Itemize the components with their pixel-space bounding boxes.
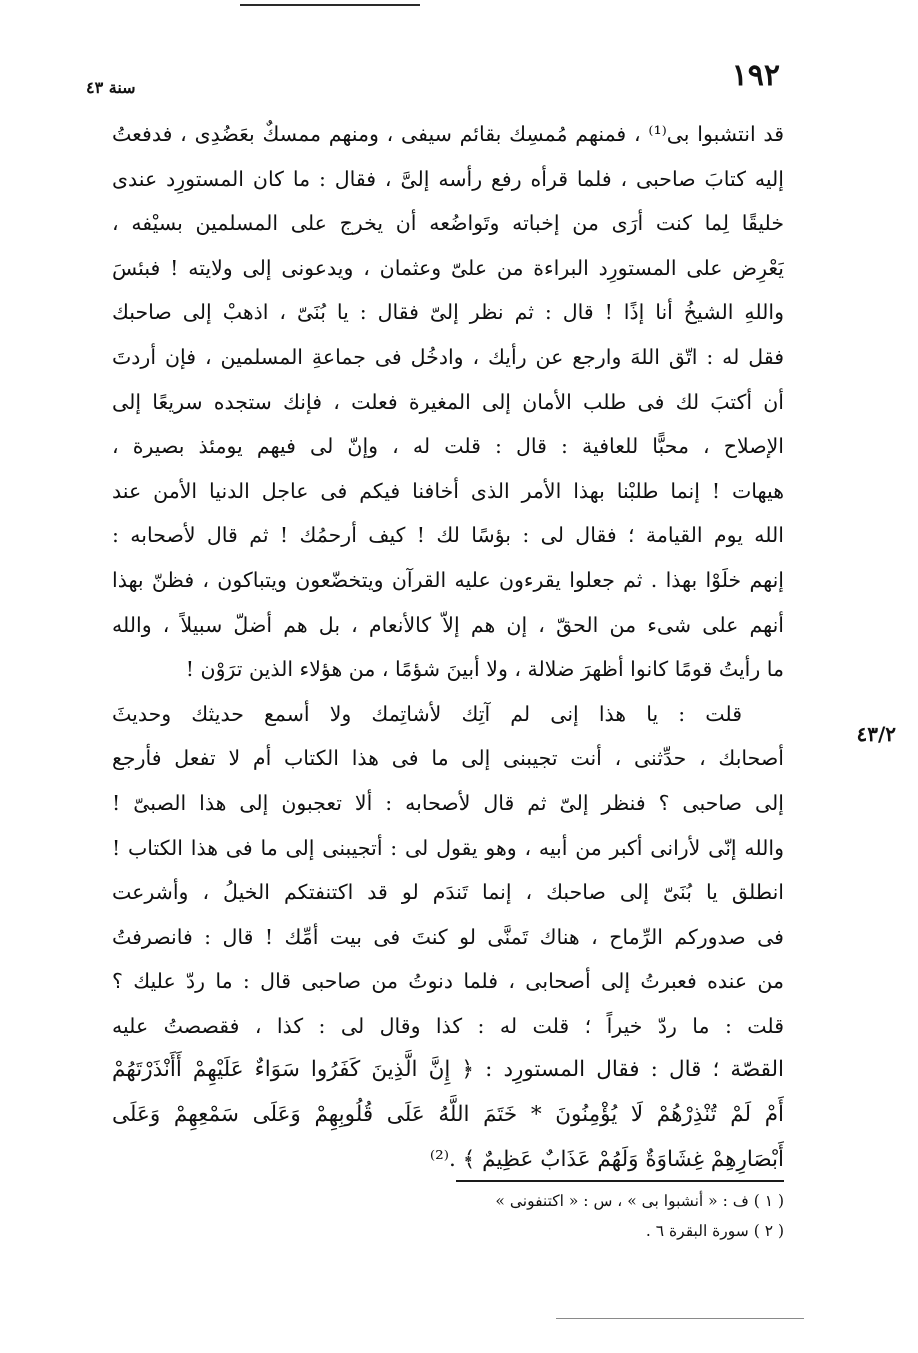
footnote: ( ٢ ) سورة البقرة ٦ . — [645, 1222, 784, 1240]
quran-verse-line: أَمْ لَمْ تُنْذِرْهُمْ لَا يُؤْمِنُونَ * خَتَمَ اللَّهُ عَلَى قُلُوبِهِمْ وَعَلَى سَمْعِهِمْ وَعَلَى — [112, 1102, 784, 1128]
text-line: قد انتشبوا بى⁽¹⁾ ، فمنهم مُمسِك بقائم سيفى ، ومنهم ممسكٌ بعَضُدِى ، فدفعتُ — [112, 122, 784, 146]
text-line: إنهم خلَوْا بهذا . ثم جعلوا يقرءون عليه القرآن ويتخضّعون ويتباكون ، فظنّ بهذا — [112, 567, 784, 592]
text-line: أصحابك ، حدِّثنى ، أنت تجيبنى إلى ما فى هذا الكتاب أم لا تفعل فأرجع — [112, 746, 784, 771]
text-line: إليه كتابَ صاحبى ، فلما قرأه رفع رأسه إلىَّ ، فقال : ما كان المستورِد عندى — [112, 166, 784, 191]
text-line: انطلق يا بُنَىّ إلى صاحبك ، إنما تَندَم لو قد اكتنفتكم الخيلُ ، وأشرعت — [112, 880, 784, 905]
footnote: ( ١ ) ف : « أنشبوا بى » ، س : « اكتنفونى » — [495, 1192, 784, 1210]
running-header-year: سنة ٤٣ — [86, 78, 136, 97]
page-number: ١٩٢ — [731, 58, 780, 93]
text-line: خليقًا لِما كنت أرَى من إخباته وتَواضُعه أن يخرج على المسلمين بسيْفه ، — [112, 211, 784, 236]
text-line: من عنده فعبرتُ إلى أصحابى ، فلما دنوتُ من صاحبى قال : ما ردّ عليك ؟ — [112, 969, 784, 994]
text-line: الله يوم القيامة ؛ فقال لى : بؤسًا لك ! كيف أرحمُك ! ثم قال لأصحابه : — [112, 523, 784, 548]
text-line: أن أكتبَ لك فى طلب الأمان إلى المغيرة فعلت ، فإنك ستجده سريعًا إلى — [112, 389, 784, 414]
text-line: فقل له : اتّق اللهَ وارجع عن رأيك ، وادخُل فى جماعةِ المسلمين ، فإن أردتَ — [112, 344, 784, 369]
main-text — [112, 112, 784, 1182]
text-line: هيهات ! إنما طلبْنا بهذا الأمر الذى أخافنا فيكم فى عاجل الدنيا الأمن عند — [112, 478, 784, 503]
text-line: والله إنّى لأرانى أكبر من أبيه ، وهو يقول لى : أتجيبنى إلى ما فى هذا الكتاب ! — [112, 835, 784, 860]
quran-verse-line: أَبْصَارِهِمْ غِشَاوَةٌ وَلَهُمْ عَذَابٌ عَظِيمٌ ﴾ .⁽²⁾ — [429, 1146, 784, 1172]
text-line: إلى صاحبى ؟ فنظر إلىّ ثم قال لأصحابه : ألا تعجبون إلى هذا الصبىّ ! — [112, 790, 784, 815]
scan-edge-top — [240, 4, 420, 6]
paragraph-start-line: قلت : يا هذا إنى لم آتِك لأشاتِمك ولا أسمع حديثك وحديثَ — [112, 701, 742, 726]
text-line: واللهِ الشيخُ أنا إذًا ! قال : ثم نظر إلىّ فقال : يا بُنَىّ ، اذهبْ إلى صاحبك — [112, 300, 784, 325]
margin-reference: ٤٣/٢ — [856, 722, 896, 746]
text-line: يَعْرِض على المستورِد البراءة من علىّ وعثمان ، ويدعونى إلى ولايته ! فبئسَ — [112, 255, 784, 280]
quran-verse-line: القصّة ؛ قال : فقال المستورِد : ﴿ إِنَّ الَّذِينَ كَفَرُوا سَوَاءٌ عَلَيْهِمْ أَأَنْذَرْتَهُمْ — [112, 1057, 784, 1083]
text-line: أنهم على شىء من الحقّ ، إن هم إلاّ كالأنعام ، بل هم أضلّ سبيلاً ، والله — [112, 612, 784, 637]
scan-edge-bottom — [556, 1318, 804, 1319]
text-line: ما رأيتُ قومًا كانوا أظهرَ ضلالة ، ولا أبينَ شؤمًا ، من هؤلاء الذين ترَوْن ! — [185, 657, 784, 682]
text-line: فى صدوركم الرِّماح ، هناك تَمنَّى لو كنتَ فى بيت أمِّك ! قال : فانصرفتُ — [112, 924, 784, 949]
text-line: الإصلاح ، محبًّا للعافية : قال : قلت له ، وإنّ لى فيهم يومئذ بصيرة ، — [112, 434, 784, 459]
footnotes — [440, 1186, 784, 1246]
text-line: قلت : ما ردّ خيراً ؛ قلت له : كذا وقال لى : كذا ، فقصصتُ عليه — [112, 1013, 784, 1038]
footnote-divider — [456, 1180, 784, 1182]
